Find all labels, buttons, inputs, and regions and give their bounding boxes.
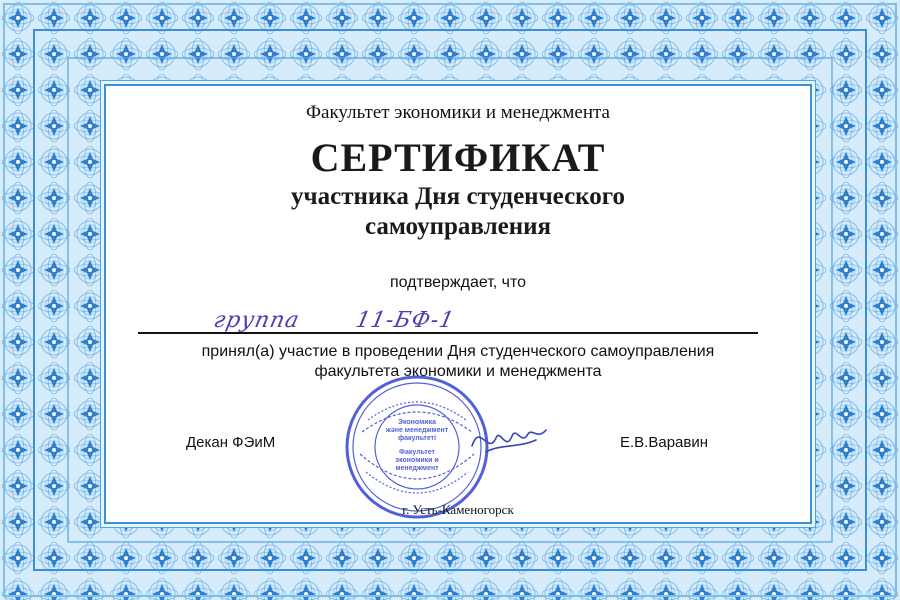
certificate-subtitle xyxy=(106,182,810,242)
recipient-underline xyxy=(138,332,758,334)
subtitle-line-1: участника Дня студенческого xyxy=(291,183,625,210)
dean-name: Е.В.Варавин xyxy=(620,434,709,451)
city-text: г. Усть-Каменогорск xyxy=(402,502,514,517)
stamp-text-4: Факультет xyxy=(399,449,435,456)
confirms-text: подтверждает, что xyxy=(389,274,527,291)
certificate-title: СЕРТИФИКАТ xyxy=(310,135,606,180)
participation-line-2: факультета экономики и менеджмента xyxy=(314,363,602,380)
stamp-text-5: экономики и xyxy=(395,457,439,464)
stamp-text-3: факультеті xyxy=(397,435,437,442)
recipient-word-code: 11-БФ-1 xyxy=(353,308,457,333)
stamp-text-6: менеджмент xyxy=(395,465,439,472)
recipient-word-group: группа xyxy=(211,308,303,333)
dean-signature xyxy=(466,416,556,462)
recipient-handwritten xyxy=(206,308,706,334)
stamp-text-1: Экономика xyxy=(398,419,436,426)
certificate-body xyxy=(104,84,812,524)
participation-line-1: принял(а) участие в проведении Дня студенческого самоуправления xyxy=(201,343,715,360)
subtitle-line-2: самоуправления xyxy=(364,213,552,240)
faculty-name: Факультет экономики и менеджмента xyxy=(306,102,610,123)
stamp-text-2: және менеджмент xyxy=(385,427,449,434)
dean-label: Декан ФЭиМ xyxy=(186,434,276,451)
